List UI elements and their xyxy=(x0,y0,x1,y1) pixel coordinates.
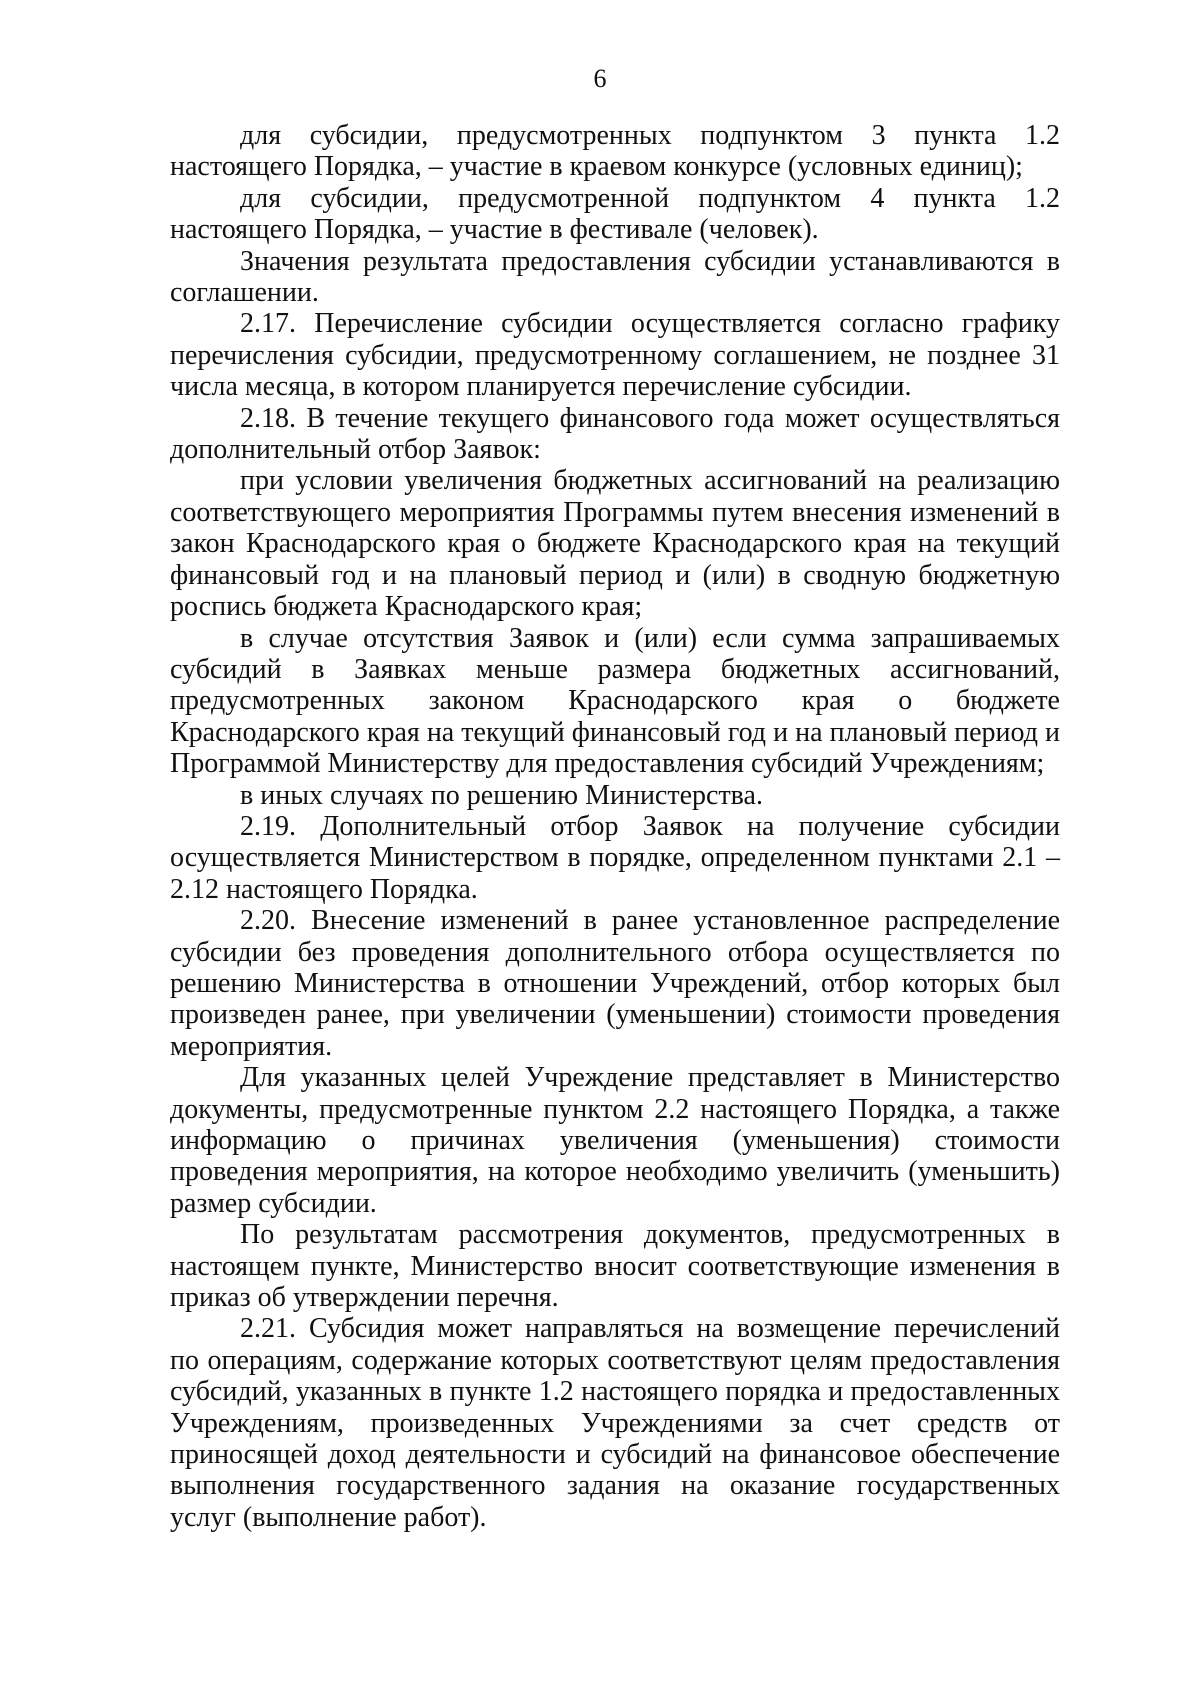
paragraph-2-17: 2.17. Перечисление субсидии осуществляется согласно графику перечисления субсидии, предусмотренному соглашением, не позднее 31 числа месяца, в котором планируется перечисление субсидии. xyxy=(170,308,1060,403)
paragraph-result-values: Значения результата предоставления субсидии устанавливаются в соглашении. xyxy=(170,245,1060,309)
paragraph-2-20: 2.20. Внесение изменений в ранее установленное распределение субсидии без проведения дополнительного отбора осуществляется по решению Министерства в отношении Учреждений, отбор которых был произведен ранее, при увеличении (уменьшении) стоимости проведения мероприятия. xyxy=(170,905,1060,1062)
paragraph-subsidy-result-contest: для субсидии, предусмотренных подпунктом 3 пункта 1.2 настоящего Порядка, – участие в краевом конкурсе (условных единиц); xyxy=(170,120,1060,183)
paragraph-subsidy-result-festival: для субсидии, предусмотренной подпунктом 4 пункта 1.2 настоящего Порядка, – участие в фестивале (человек). xyxy=(170,182,1060,246)
paragraph-2-20-documents: Для указанных целей Учреждение представляет в Министерство документы, предусмотренные пунктом 2.2 настоящего Порядка, а также информацию о причинах увеличения (уменьшения) стоимости проведения мероприятия, на которое необходимо увеличить (уменьшить) размер субсидии. xyxy=(170,1062,1060,1219)
paragraph-2-20-results: По результатам рассмотрения документов, предусмотренных в настоящем пункте, Министерство вносит соответствующие изменения в приказ об утверждении перечня. xyxy=(170,1219,1060,1314)
page-number: 6 xyxy=(593,64,607,93)
paragraph-2-18-condition-other: в иных случаях по решению Министерства. xyxy=(240,779,763,811)
paragraph-2-18: 2.18. В течение текущего финансового года может осуществляться дополнительный отбор Заявок: xyxy=(170,402,1060,466)
paragraph-2-19: 2.19. Дополнительный отбор Заявок на получение субсидии осуществляется Министерством в порядке, определенном пунктами 2.1 – 2.12 настоящего Порядка. xyxy=(170,810,1060,905)
paragraph-2-18-condition-increase: при условии увеличения бюджетных ассигнований на реализацию соответствующего мероприятия Программы путем внесения изменений в закон Краснодарского края о бюджете Краснодарского края на текущий финансовый год и на плановый период и (или) в сводную бюджетную роспись бюджета Краснодарского края; xyxy=(170,465,1060,623)
paragraph-2-21: 2.21. Субсидия может направляться на возмещение перечислений по операциям, содержание которых соответствуют целям предоставления субсидий, указанных в пункте 1.2 настоящего порядка и предоставленных Учреждениям, произведенных Учреждениями за счет средств от приносящей доход деятельности и субсидий на финансовое обеспечение выполнения государственного задания на оказание государственных услуг (выполнение работ). xyxy=(170,1313,1060,1533)
document-body xyxy=(170,120,1060,1533)
paragraph-2-18-condition-absence: в случае отсутствия Заявок и (или) если сумма запрашиваемых субсидий в Заявках меньше размера бюджетных ассигнований, предусмотренных законом Краснодарского края о бюджете Краснодарского края на текущий финансовый год и на плановый период и Программой Министерству для предоставления субсидий Учреждениям; xyxy=(170,622,1060,780)
